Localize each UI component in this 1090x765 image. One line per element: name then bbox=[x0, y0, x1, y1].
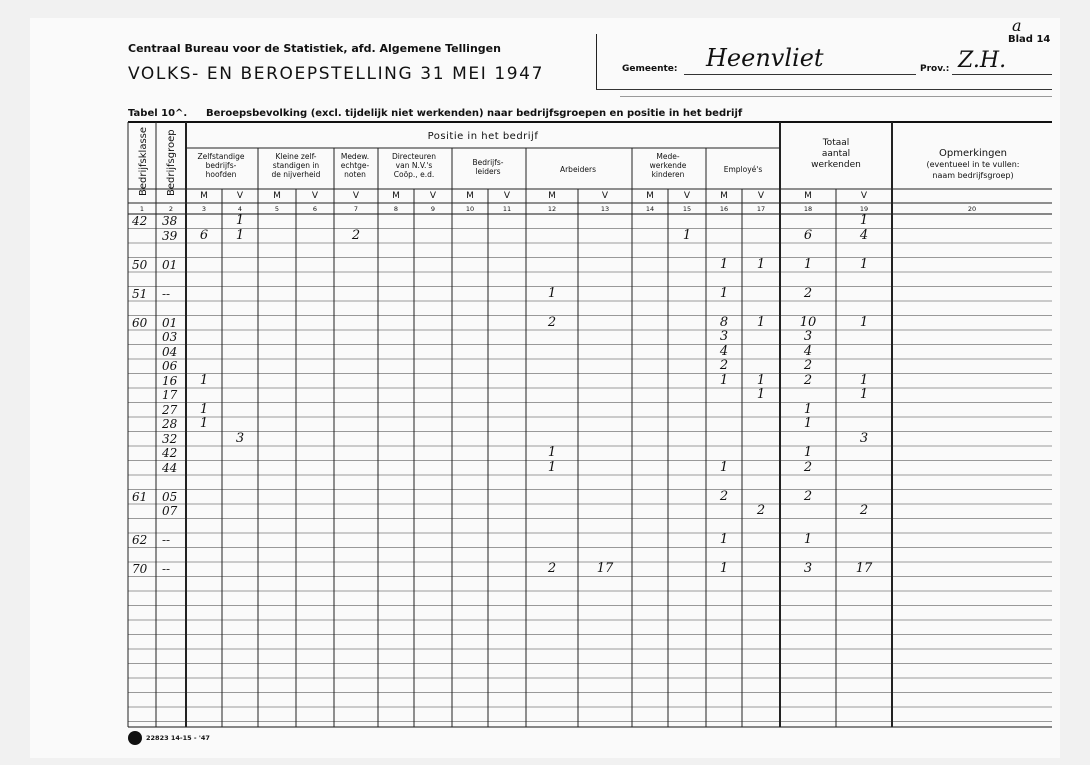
gemeente-label: Gemeente: bbox=[622, 64, 678, 74]
row-bedrijfsgroep: -- bbox=[162, 286, 171, 301]
column-number: 12 bbox=[547, 205, 557, 213]
row-value-col-18: 1 bbox=[803, 532, 813, 547]
row-bedrijfsgroep: 28 bbox=[162, 417, 178, 431]
row-value-col-4: 3 bbox=[235, 430, 245, 446]
printer-logo-icon bbox=[128, 731, 142, 745]
row-bedrijfsgroep: 38 bbox=[162, 214, 178, 228]
bedrijfsgroep-header: Bedrijfsgroep bbox=[166, 129, 177, 196]
row-bedrijfsgroep: 01 bbox=[162, 315, 178, 330]
row-value-col-19: 17 bbox=[855, 561, 873, 576]
mv-label: V bbox=[601, 191, 609, 201]
row-value-col-17: 2 bbox=[756, 503, 766, 518]
table-number: Tabel 10^. bbox=[128, 108, 188, 119]
prov-label: Prov.: bbox=[920, 64, 950, 74]
row-bedrijfsklasse: 51 bbox=[132, 286, 148, 301]
employes-header: Employé's bbox=[723, 165, 763, 174]
column-number: 5 bbox=[274, 205, 280, 213]
mv-label: M bbox=[804, 191, 812, 201]
column-number: 1 bbox=[139, 205, 145, 213]
mv-label: V bbox=[429, 191, 437, 201]
prov-value: Z.H. bbox=[958, 48, 1007, 73]
row-bedrijfsgroep: 44 bbox=[162, 460, 178, 475]
column-number: 15 bbox=[682, 205, 692, 213]
row-value-col-16: 1 bbox=[719, 532, 729, 547]
row-bedrijfsklasse: 42 bbox=[132, 214, 148, 228]
row-value-col-15: 1 bbox=[682, 227, 692, 243]
row-value-col-16: 1 bbox=[719, 459, 729, 475]
row-value-col-16: 1 bbox=[719, 285, 729, 301]
row-value-col-4: 1 bbox=[235, 227, 245, 243]
totaal-header: Totaal aantal werkenden bbox=[811, 138, 861, 170]
column-number: 8 bbox=[393, 205, 399, 213]
row-value-col-16: 2 bbox=[719, 358, 729, 373]
row-value-col-19: 2 bbox=[859, 503, 869, 518]
mv-label: M bbox=[392, 191, 400, 201]
row-value-col-18: 1 bbox=[803, 401, 813, 417]
row-value-col-19: 1 bbox=[859, 387, 869, 402]
row-value-col-18: 4 bbox=[803, 343, 813, 359]
blad-label: Blad 14 bbox=[1008, 34, 1051, 45]
blad-mark: a bbox=[1012, 16, 1022, 35]
row-value-col-12: 1 bbox=[547, 285, 557, 301]
mv-label: M bbox=[200, 191, 208, 201]
bureau-line: Centraal Bureau voor de Statistiek, afd. Algemene Tellingen bbox=[128, 42, 501, 55]
row-value-col-17: 1 bbox=[756, 314, 766, 330]
row-value-col-19: 4 bbox=[859, 227, 869, 243]
medewerkende-header: Mede- werkende kinderen bbox=[649, 152, 687, 179]
row-bedrijfsgroep: 06 bbox=[162, 359, 178, 373]
column-number: 11 bbox=[502, 205, 512, 213]
row-value-col-3: 1 bbox=[199, 401, 209, 417]
row-value-col-18: 2 bbox=[803, 459, 813, 475]
row-value-col-7: 2 bbox=[351, 227, 361, 243]
row-bedrijfsgroep: 03 bbox=[162, 330, 178, 344]
row-bedrijfsgroep: 04 bbox=[162, 344, 178, 359]
column-number: 13 bbox=[600, 205, 610, 213]
row-value-col-18: 3 bbox=[803, 561, 813, 576]
row-bedrijfsgroep: 16 bbox=[162, 373, 178, 388]
row-value-col-12: 1 bbox=[547, 445, 557, 460]
row-bedrijfsgroep: 27 bbox=[162, 402, 178, 417]
row-value-col-18: 2 bbox=[803, 285, 813, 301]
bedrijfsleiders-header: Bedrijfs- leiders bbox=[472, 158, 504, 176]
positie-header: Positie in het bedrijf bbox=[427, 131, 539, 142]
kleine-header: Kleine zelf- standigen in de nijverheid bbox=[271, 152, 321, 179]
row-bedrijfsklasse: 50 bbox=[132, 257, 148, 272]
row-value-col-16: 1 bbox=[719, 256, 729, 272]
column-number: 6 bbox=[312, 205, 318, 213]
row-value-col-18: 6 bbox=[803, 227, 813, 243]
row-bedrijfsklasse: 62 bbox=[132, 533, 148, 547]
row-value-col-17: 1 bbox=[756, 387, 766, 402]
column-number: 3 bbox=[201, 205, 207, 213]
row-bedrijfsgroep: 05 bbox=[162, 489, 178, 504]
row-bedrijfsklasse: 60 bbox=[132, 315, 148, 330]
column-number: 4 bbox=[237, 205, 243, 213]
row-value-col-18: 2 bbox=[803, 372, 813, 388]
column-number: 17 bbox=[756, 205, 766, 213]
column-number: 14 bbox=[645, 205, 655, 213]
row-value-col-16: 2 bbox=[719, 488, 729, 504]
mv-label: V bbox=[503, 191, 511, 201]
row-value-col-4: 1 bbox=[235, 213, 245, 228]
mv-label: V bbox=[860, 191, 868, 201]
row-value-col-3: 1 bbox=[199, 372, 209, 388]
mv-label: V bbox=[683, 191, 691, 201]
row-value-col-18: 2 bbox=[803, 358, 813, 373]
row-value-col-19: 1 bbox=[859, 314, 869, 330]
row-bedrijfsgroep: 17 bbox=[162, 388, 178, 402]
mv-label: M bbox=[646, 191, 654, 201]
row-value-col-16: 1 bbox=[719, 561, 729, 576]
row-bedrijfsgroep: -- bbox=[162, 533, 171, 547]
row-value-col-3: 1 bbox=[199, 416, 209, 431]
row-bedrijfsgroep: -- bbox=[162, 562, 171, 576]
column-number: 9 bbox=[430, 205, 436, 213]
mv-label: M bbox=[548, 191, 556, 201]
row-value-col-19: 1 bbox=[859, 256, 869, 272]
row-value-col-16: 4 bbox=[719, 343, 729, 359]
bedrijfsklasse-header: Bedrijfsklasse bbox=[138, 126, 149, 196]
zelfstandige-header: Zelfstandige bedrijfs- hoofden bbox=[197, 152, 245, 179]
row-value-col-19: 3 bbox=[859, 430, 869, 446]
medew-header: Medew. echtge- noten bbox=[340, 152, 370, 179]
row-value-col-18: 3 bbox=[803, 329, 813, 344]
row-value-col-12: 2 bbox=[547, 561, 557, 576]
row-value-col-19: 1 bbox=[859, 213, 869, 228]
column-number: 20 bbox=[967, 205, 977, 213]
row-value-col-18: 1 bbox=[803, 445, 813, 460]
mv-label: M bbox=[273, 191, 281, 201]
mv-label: V bbox=[236, 191, 244, 201]
table-description: Beroepsbevolking (excl. tijdelijk niet werkenden) naar bedrijfsgroepen en positie in het bedrijf bbox=[206, 108, 743, 119]
column-number: 18 bbox=[803, 205, 813, 213]
row-value-col-16: 8 bbox=[719, 314, 729, 330]
directeuren-header: Directeuren van N.V.'s Coöp., e.d. bbox=[391, 152, 437, 179]
row-value-col-18: 1 bbox=[803, 256, 813, 272]
gemeente-value: Heenvliet bbox=[706, 44, 824, 72]
print-code: 22823 14-15 - '47 bbox=[146, 734, 210, 742]
row-value-col-17: 1 bbox=[756, 372, 766, 388]
row-bedrijfsklasse: 61 bbox=[132, 489, 148, 504]
row-bedrijfsgroep: 32 bbox=[162, 431, 178, 446]
column-number: 16 bbox=[719, 205, 729, 213]
row-value-col-19: 1 bbox=[859, 372, 869, 388]
column-number: 2 bbox=[168, 205, 174, 213]
row-bedrijfsgroep: 01 bbox=[162, 257, 178, 272]
row-value-col-16: 1 bbox=[719, 372, 729, 388]
mv-label: V bbox=[757, 191, 765, 201]
row-bedrijfsgroep: 39 bbox=[162, 228, 178, 243]
row-value-col-3: 6 bbox=[199, 227, 209, 243]
opmerkingen-header: Opmerkingen (eventueel in te vullen: naam bedrijfsgroep) bbox=[926, 148, 1020, 180]
mv-label: V bbox=[311, 191, 319, 201]
row-bedrijfsgroep: 07 bbox=[162, 504, 178, 518]
row-value-col-16: 3 bbox=[719, 329, 729, 344]
mv-label: M bbox=[720, 191, 728, 201]
form-title: VOLKS- EN BEROEPSTELLING 31 MEI 1947 bbox=[128, 64, 545, 84]
row-value-col-18: 1 bbox=[803, 416, 813, 431]
column-number: 10 bbox=[465, 205, 475, 213]
arbeiders-header: Arbeiders bbox=[559, 165, 597, 174]
column-number: 19 bbox=[859, 205, 869, 213]
row-value-col-12: 2 bbox=[547, 314, 557, 330]
row-value-col-18: 2 bbox=[803, 488, 813, 504]
row-value-col-18: 10 bbox=[799, 314, 817, 330]
mv-label: V bbox=[352, 191, 360, 201]
mv-label: M bbox=[466, 191, 474, 201]
row-value-col-17: 1 bbox=[756, 256, 766, 272]
row-bedrijfsklasse: 70 bbox=[132, 562, 148, 576]
row-bedrijfsgroep: 42 bbox=[162, 446, 178, 460]
row-value-col-13: 17 bbox=[596, 561, 614, 576]
row-value-col-12: 1 bbox=[547, 459, 557, 475]
column-number: 7 bbox=[353, 205, 359, 213]
